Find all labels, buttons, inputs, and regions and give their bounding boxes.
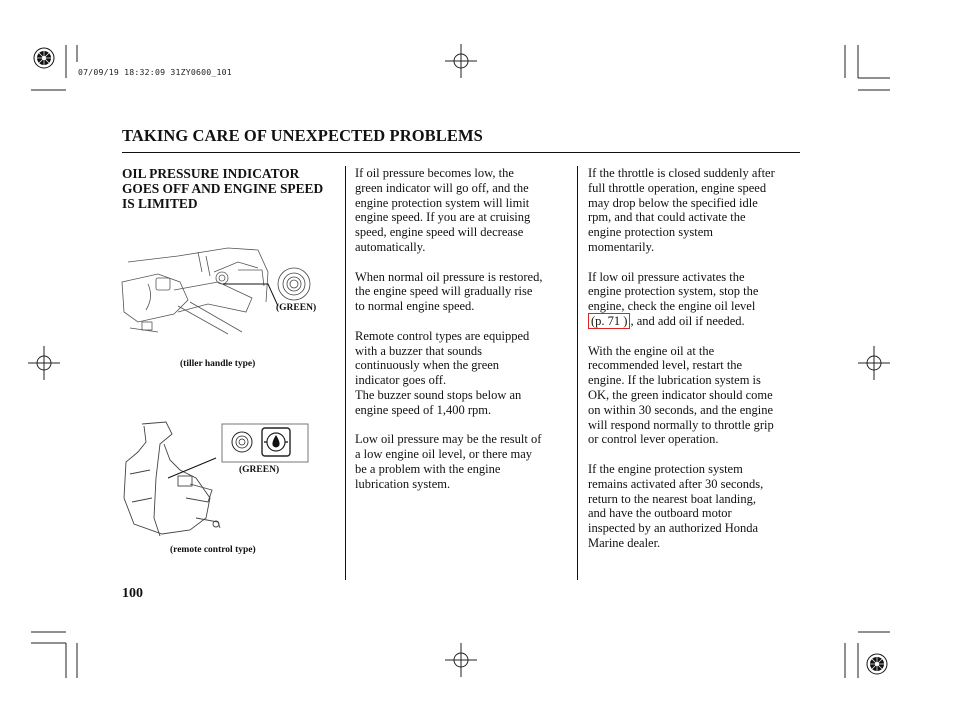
page-number: 100 xyxy=(122,586,143,601)
indicator-closeup xyxy=(278,268,310,300)
paragraph-restart-engine: With the engine oil at the recommended level, restart the engine. If the lubrication system is OK, the green indicator should come on within 30 seconds, and the engine will respond normally to throttle grip or control lever operation. xyxy=(588,343,774,447)
paragraph-throttle-closed: If the throttle is closed suddenly after full throttle operation, engine speed may drop below the specified idle rpm, and that could activate the engine protection system momentarily. xyxy=(588,166,775,254)
column-divider-left xyxy=(345,166,346,580)
column-middle xyxy=(355,166,571,492)
paragraph-low-oil-cause: Low oil pressure may be the result of a low engine oil level, or there may be a problem with the engine lubrication system. xyxy=(355,432,542,491)
paragraph-stop-engine xyxy=(588,270,804,329)
tiller-green-label: (GREEN) xyxy=(276,303,317,313)
add-oil-text: , and add oil if needed. xyxy=(630,313,745,328)
stop-engine-text: If low oil pressure activates the engine protection system, stop the engine, check the engine oil level xyxy=(588,269,759,314)
page-reference-link[interactable]: (p. 71 ) xyxy=(588,313,630,329)
paragraph-pressure-restored: When normal oil pressure is restored, the engine speed will gradually rise to normal engine speed. xyxy=(355,269,543,314)
paragraph-dealer: If the engine protection system remains activated after 30 seconds, return to the nearest boat landing, and have the outboard motor inspected by an authorized Honda Marine dealer. xyxy=(588,461,764,550)
column-right xyxy=(588,166,804,551)
registration-target-bottom-right xyxy=(867,654,887,674)
tiller-handle-illustration xyxy=(118,242,340,336)
tiller-caption: (tiller handle type) xyxy=(180,359,256,369)
oil-drop-icon xyxy=(262,428,290,456)
paragraph-buzzer: Remote control types are equipped with a buzzer that sounds continuously when the green indicator goes off. The buzzer sound stops below an engine speed of 1,400 rpm. xyxy=(355,328,530,417)
subheading: OIL PRESSURE INDICATOR GOES OFF AND ENGINE SPEED IS LIMITED xyxy=(122,166,324,211)
remote-green-label: (GREEN) xyxy=(239,465,280,475)
remote-caption: (remote control type) xyxy=(170,545,256,555)
column-divider-right xyxy=(577,166,578,580)
remote-control-illustration xyxy=(120,418,320,542)
registration-target-top-left xyxy=(34,48,54,68)
print-stamp: 07/09/19 18:32:09 31ZY0600_101 xyxy=(78,67,232,77)
paragraph-low-oil-pressure: If oil pressure becomes low, the green indicator will go off, and the engine protection system will limit engine speed. If you are at cruising speed, engine speed will decrease automatically. xyxy=(355,166,531,254)
section-title: TAKING CARE OF UNEXPECTED PROBLEMS xyxy=(122,126,483,145)
title-rule xyxy=(122,152,800,153)
oil-indicator-panel xyxy=(232,432,252,452)
